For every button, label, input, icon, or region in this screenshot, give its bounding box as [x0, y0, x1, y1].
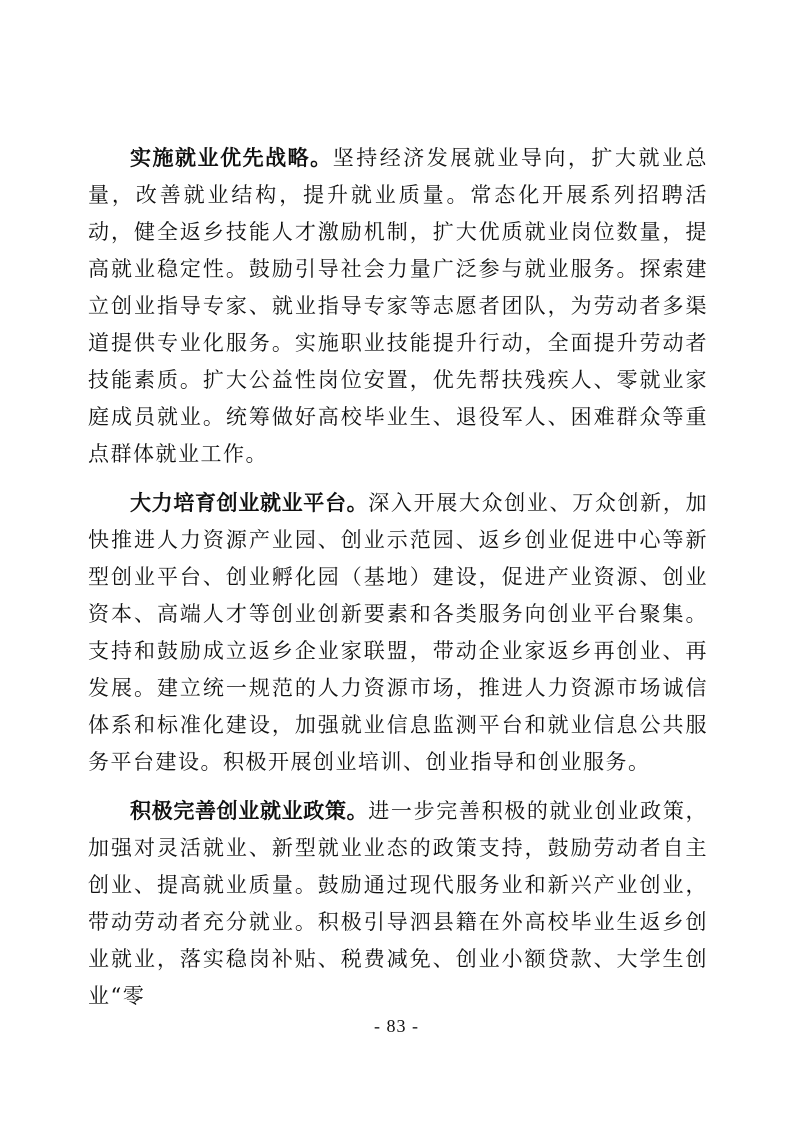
paragraph-heading: 实施就业优先战略。: [130, 146, 333, 170]
paragraph-employment-priority: [88, 140, 708, 473]
paragraph-entrepreneurship-platform: [88, 485, 708, 781]
paragraph-heading: 积极完善创业就业政策。: [130, 799, 369, 823]
paragraph-entrepreneurship-policy: [88, 793, 708, 1015]
paragraph-text: 深入开展大众创业、万众创新，加快推进人力资源产业园、创业示范园、返乡创业促进中心等新型创业平台、创业孵化园（基地）建设，促进产业资源、创业资本、高端人才等创业创新要素和各类服务向创业平台聚集。支持和鼓励成立返乡企业家联盟，带动企业家返乡再创业、再发展。建立统一规范的人力资源市场，推进人力资源市场诚信体系和标准化建设，加强就业信息监测平台和就业信息公共服务平台建设。积极开展创业培训、创业指导和创业服务。: [88, 491, 709, 774]
paragraph-text: 坚持经济发展就业导向，扩大就业总量，改善就业结构，提升就业质量。常态化开展系列招聘活动，健全返乡技能人才激励机制，扩大优质就业岗位数量，提高就业稳定性。鼓励引导社会力量广泛参与就业服务。探索建立创业指导专家、就业指导专家等志愿者团队，为劳动者多渠道提供专业化服务。实施职业技能提升行动，全面提升劳动者技能素质。扩大公益性岗位安置，优先帮扶残疾人、零就业家庭成员就业。统筹做好高校毕业生、退役军人、困难群众等重点群体就业工作。: [88, 146, 708, 466]
page-number: - 83 -: [374, 1016, 419, 1036]
document-body: [88, 140, 708, 1027]
paragraph-heading: 大力培育创业就业平台。: [130, 491, 369, 515]
paragraph-text: 进一步完善积极的就业创业政策，加强对灵活就业、新型就业业态的政策支持，鼓励劳动者自主创业、提高就业质量。鼓励通过现代服务业和新兴产业创业，带动劳动者充分就业。积极引导泗县籍在外高校毕业生返乡创业就业，落实稳岗补贴、税费减免、创业小额贷款、大学生创业“零: [88, 799, 709, 1008]
